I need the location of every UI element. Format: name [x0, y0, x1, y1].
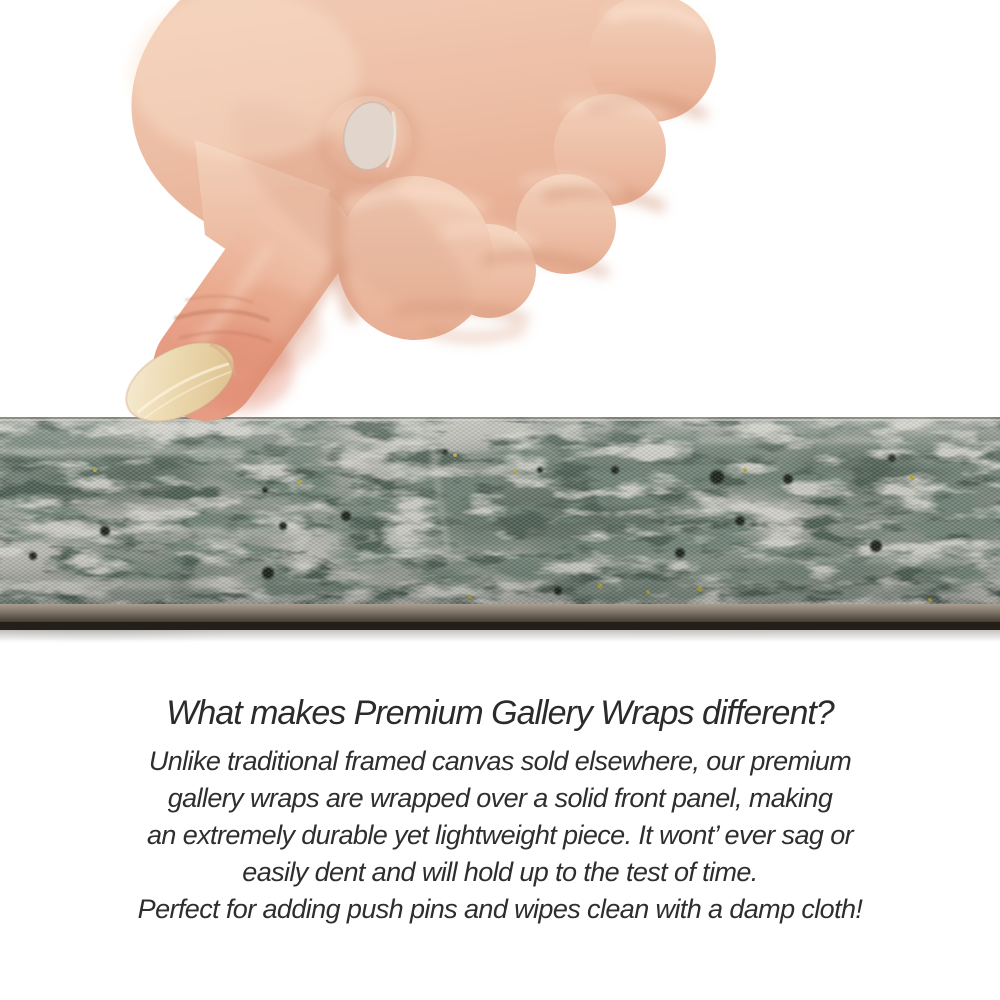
heading: What makes Premium Gallery Wraps different?: [166, 694, 834, 732]
body-line: gallery wraps are wrapped over a solid front panel, making: [167, 783, 833, 813]
hand-illustration: [108, 0, 716, 438]
canvas-strip: [0, 417, 1000, 642]
body-line: easily dent and will hold up to the test of time.: [242, 857, 758, 887]
description-section: [0, 694, 1000, 928]
body-line: Perfect for adding push pins and wipes clean with a damp cloth!: [137, 894, 863, 924]
body-line: an extremely durable yet lightweight piece. It wont’ ever sag or: [147, 820, 853, 850]
canvas-edge-dark-line: [0, 622, 1000, 630]
body-line: Unlike traditional framed canvas sold elsewhere, our premium: [148, 746, 852, 776]
canvas-shading: [0, 417, 1000, 607]
canvas-drop-shadow: [0, 630, 1000, 642]
body-text: [0, 743, 1000, 928]
